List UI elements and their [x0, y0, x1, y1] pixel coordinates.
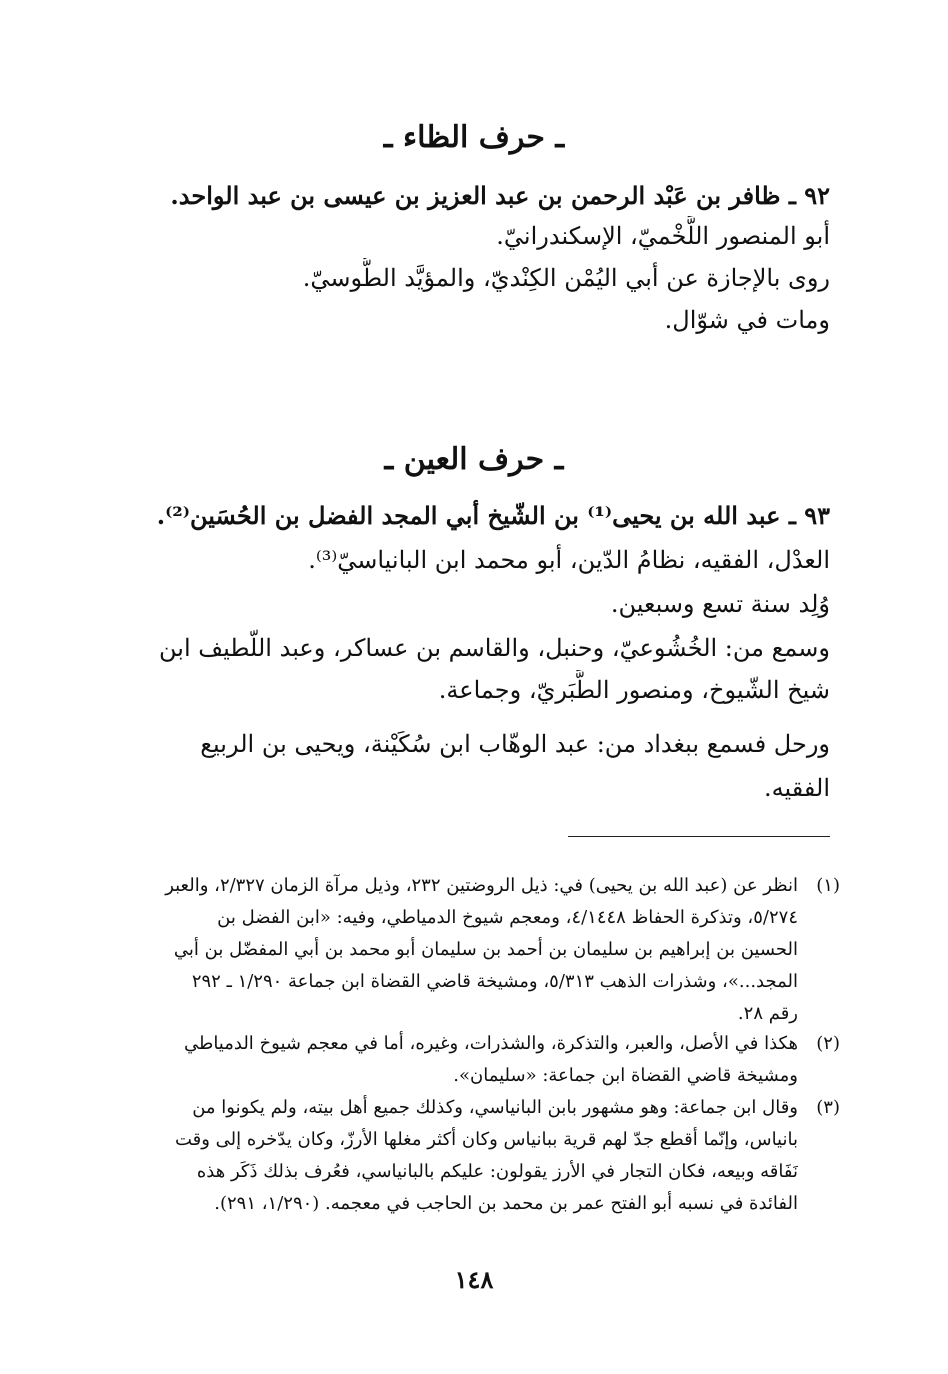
footnote-1-line-4: المجد...»، وشذرات الذهب ٥/٣١٣، ومشيخة قاضي القضاة ابن جماعة ١/٢٩٠ ـ ٢٩٢ [191, 971, 798, 992]
footnote-2-number: (٢) [816, 1033, 840, 1054]
footnote-3-number: (٣) [816, 1097, 840, 1118]
entry-93-line-2: وُلِد سنة تسع وسبعين. [610, 590, 830, 618]
entry-92-line-3: ومات في شوّال. [664, 306, 830, 334]
entry-92-title: ٩٢ ـ ظافر بن عَبْد الرحمن بن عبد العزيز بن عيسى بن عبد الواحد. [170, 181, 830, 210]
footnote-1-line-2: ٥/٢٧٤، وتذكرة الحفاظ ٤/١٤٤٨، ومعجم شيوخ الدمياطي، وفيه: «ابن الفضل بن [217, 907, 798, 928]
entry-93-line-3: وسمع من: الخُشُوعيّ، وحنبل، والقاسم بن عساكر، وعبد اللّطيف ابن [159, 634, 830, 662]
footnote-separator [568, 836, 830, 837]
footnote-3-line-3: نَفَاقه وبيعه، فكان التجار في الأرز يقولون: عليكم بالبانياسي، فعُرف بذلك ذَكَر هذه [196, 1161, 798, 1182]
footnote-3-line-4: الفائدة في نسبه أبو الفتح عمر بن محمد بن الحاجب في معجمه. (١/٢٩٠، ٢٩١). [214, 1193, 798, 1214]
section-heading-zaa: ـ حرف الظاء ـ [383, 120, 565, 155]
footnote-1-line-3: الحسين بن إبراهيم بن سليمان بن أحمد بن سليمان أبو محمد بن أبي المفضّل بن أبي [173, 939, 798, 960]
section-heading-ayn: ـ حرف العين ـ [384, 442, 564, 477]
entry-93-line-5: ورحل فسمع ببغداد من: عبد الوهّاب ابن سُكَيْنة، ويحيى بن الربيع [200, 730, 830, 758]
entry-93-title: ٩٣ ـ عبد الله بن يحيى⁽¹⁾ بن الشّيخ أبي المجد الفضل بن الحُسَين⁽²⁾. [156, 501, 830, 530]
footnote-3-line-1: وقال ابن جماعة: وهو مشهور بابن البانياسي، وكذلك جميع أهل بيته، ولم يكونوا من [192, 1097, 798, 1118]
footnote-1-line-5: رقم ٢٨. [737, 1003, 798, 1024]
entry-93-line-6: الفقيه. [764, 774, 830, 802]
entry-93-line-4: شيخ الشّيوخ، ومنصور الطَّبَريّ، وجماعة. [438, 676, 830, 704]
entry-92-line-2: روى بالإجازة عن أبي اليُمْن الكِنْديّ، والمؤيَّد الطُّوسيّ. [302, 264, 830, 292]
footnote-2-line-1: هكذا في الأصل، والعبر، والتذكرة، والشذرات، وغيره، أما في معجم شيوخ الدمياطي [183, 1033, 798, 1054]
footnote-3-line-2: بانياس، وإنّما أقطع جدّ لهم قرية ببانياس وكان أكثر مغلها الأرزّ، وكان يدّخره إلى وقت [174, 1129, 798, 1150]
footnote-2-line-2: ومشيخة قاضي القضاة ابن جماعة: «سليمان». [453, 1065, 798, 1086]
page-number: ١٤٨ [454, 1265, 494, 1294]
entry-92-line-1: أبو المنصور اللَّخْميّ، الإسكندرانيّ. [496, 222, 830, 250]
entry-93-line-1: العدْل، الفقيه، نظامُ الدّين، أبو محمد ابن البانياسيّ⁽³⁾. [308, 546, 830, 574]
footnote-1-number: (١) [816, 875, 840, 896]
footnote-1-line-1: انظر عن (عبد الله بن يحيى) في: ذيل الروضتين ٢٣٢، وذيل مرآة الزمان ٢/٣٢٧، والعبر [165, 875, 798, 896]
